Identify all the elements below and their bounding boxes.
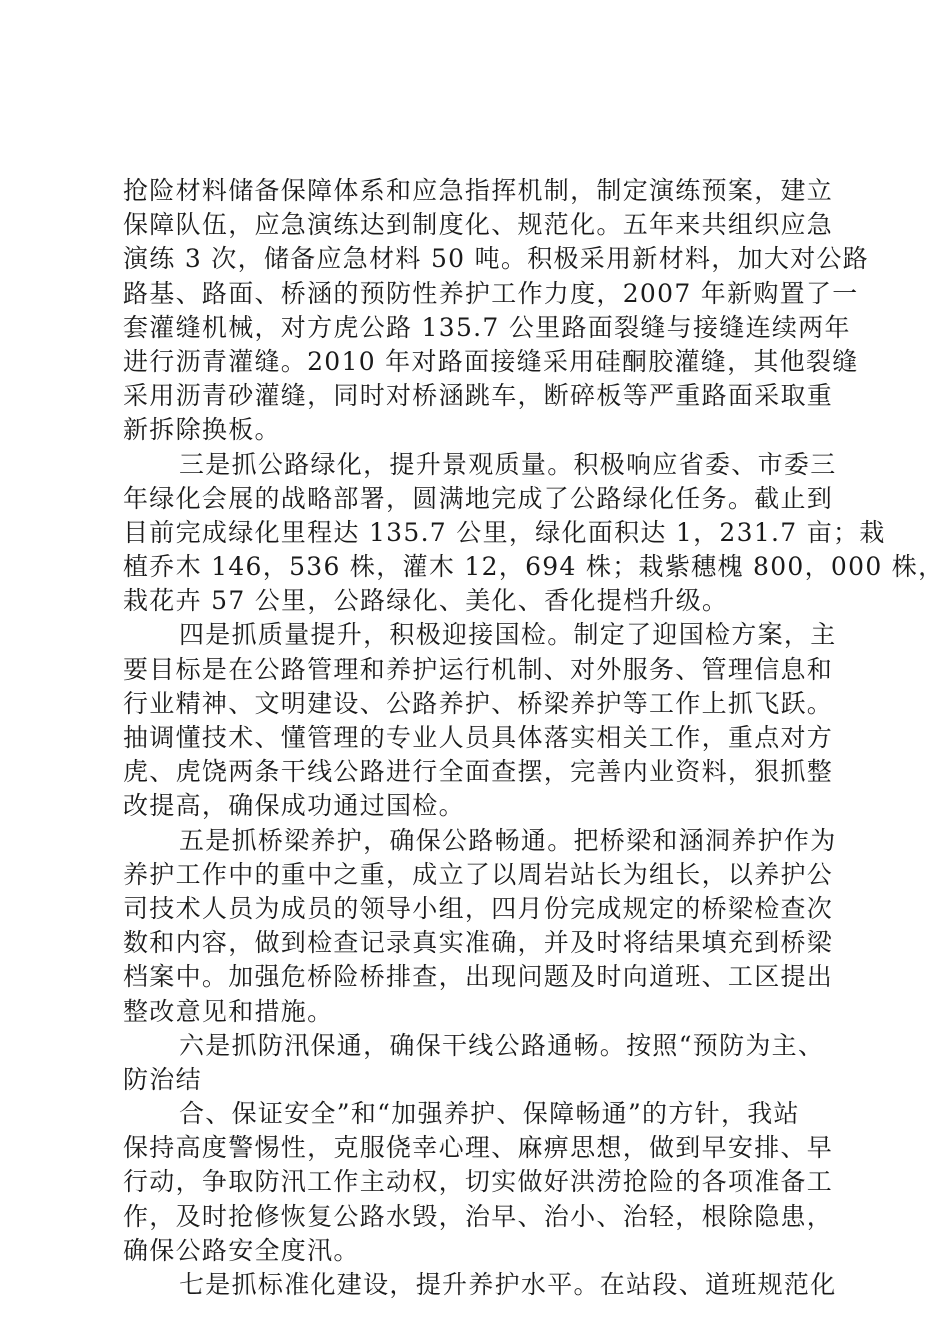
text-line: 进行沥青灌缝。2010 年对路面接缝采用硅酮胶灌缝，其他裂缝: [123, 346, 859, 376]
paragraph-start-line: 合、保证安全”和“加强养护、保障畅通”的方针，我站: [179, 1099, 800, 1129]
text-line: 抽调懂技术、懂管理的专业人员具体落实相关工作，重点对方: [123, 723, 834, 752]
text-line: 新拆除换板。: [123, 415, 281, 445]
text-line: 抢险材料储备保障体系和应急指挥机制，制定演练预案，建立: [123, 176, 834, 205]
text-line: 栽花卉 57 公里，公路绿化、美化、香化提档升级。: [123, 586, 729, 616]
text-line: 套灌缝机械，对方虎公路 135.7 公里路面裂缝与接缝连续两年: [123, 312, 851, 342]
text-line: 植乔木 146，536 株，灌木 12，694 株；栽紫穗槐 800，000 株，: [123, 552, 945, 582]
paragraph-start-line: 六是抓防汛保通，确保干线公路通畅。按照“预防为主、: [179, 1030, 825, 1060]
text-line: 虎、虎饶两条干线公路进行全面查摆，完善内业资料，狠抓整: [123, 757, 834, 787]
text-line: 采用沥青砂灌缝，同时对桥涵跳车，断碎板等严重路面采取重: [123, 381, 834, 411]
text-line: 数和内容，做到检查记录真实准确，并及时将结果填充到桥梁: [123, 928, 834, 958]
text-line: 年绿化会展的战略部署，圆满地完成了公路绿化任务。截止到: [123, 483, 834, 513]
text-line: 档案中。加强危桥险桥排查，出现问题及时向道班、工区提出: [123, 962, 834, 992]
text-line: 养护工作中的重中之重，成立了以周岩站长为组长，以养护公: [123, 859, 834, 889]
text-line: 确保公路安全度汛。: [123, 1235, 360, 1265]
paragraph-start-line: 七是抓标准化建设，提升养护水平。在站段、道班规范化: [179, 1270, 837, 1299]
text-line: 改提高，确保成功通过国检。: [123, 791, 465, 821]
text-line: 作，及时抢修恢复公路水毁，治早、治小、治轻，根除隐患，: [123, 1201, 834, 1231]
paragraph-start-line: 五是抓桥梁养护，确保公路畅通。把桥梁和涵洞养护作为: [179, 825, 837, 855]
text-line: 目前完成绿化里程达 135.7 公里，绿化面积达 1，231.7 亩；栽: [123, 517, 886, 547]
paragraph-start-line: 四是抓质量提升，积极迎接国检。制定了迎国检方案，主: [179, 620, 837, 650]
text-line: 保持高度警惕性，克服侥幸心理、麻痹思想，做到早安排、早: [123, 1133, 834, 1163]
text-line: 防治结: [123, 1064, 202, 1094]
text-line: 司技术人员为成员的领导小组，四月份完成规定的桥梁检查次: [123, 893, 834, 923]
body-text: [123, 174, 945, 1302]
text-line: 行业精神、文明建设、公路养护、桥梁养护等工作上抓飞跃。: [123, 688, 834, 718]
text-line: 保障队伍，应急演练达到制度化、规范化。五年来共组织应急: [123, 210, 834, 240]
text-line: 整改意见和措施。: [123, 996, 334, 1026]
text-line: 要目标是在公路管理和养护运行机制、对外服务、管理信息和: [123, 654, 834, 684]
text-line: 行动，争取防汛工作主动权，切实做好洪涝抢险的各项准备工: [123, 1167, 834, 1197]
text-line: 路基、路面、桥涵的预防性养护工作力度，2007 年新购置了一: [123, 278, 859, 308]
paragraph-start-line: 三是抓公路绿化，提升景观质量。积极响应省委、市委三: [179, 449, 837, 479]
text-line: 演练 3 次，储备应急材料 50 吨。积极采用新材料，加大对公路: [123, 244, 870, 274]
